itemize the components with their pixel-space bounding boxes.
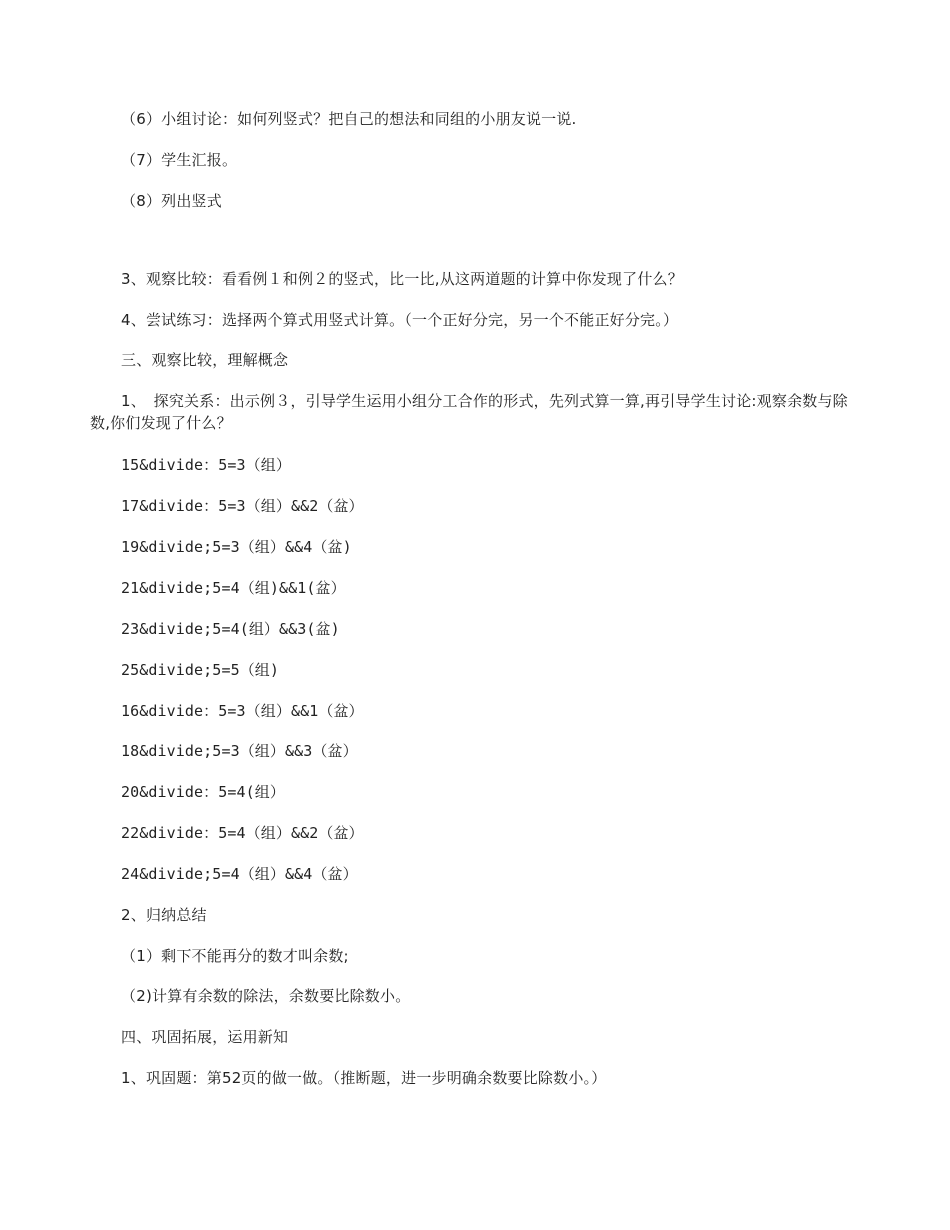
equation-line: 22&divide：5=4（组）&&2（盆）: [121, 824, 364, 842]
equation-line: 20&divide：5=4(组）: [121, 783, 286, 801]
equation-line: 17&divide：5=3（组）&&2（盆）: [121, 497, 364, 515]
paragraph-try-practice: 4、尝试练习：选择两个算式用竖式计算。（一个正好分完，另一个不能正好分完。）: [121, 311, 679, 329]
equation-line: 15&divide：5=3（组）: [121, 456, 291, 474]
paragraph-observe-compare: 3、观察比较：看看例１和例２的竖式，比一比,从这两道题的计算中你发现了什么？: [121, 270, 683, 288]
paragraph-summary-2: （2)计算有余数的除法，余数要比除数小。: [121, 987, 411, 1005]
equation-line: 25&divide;5=5（组): [121, 661, 280, 679]
paragraph-consolidation: 1、巩固题：第52页的做一做。（推断题，进一步明确余数要比除数小。）: [121, 1069, 607, 1087]
paragraph-group-discussion: （6）小组讨论：如何列竖式？把自己的想法和同组的小朋友说一说.: [121, 110, 577, 128]
paragraph-student-report: （7）学生汇报。: [121, 151, 238, 169]
equation-line: 23&divide;5=4(组）&&3(盆): [121, 620, 340, 638]
paragraph-summary-heading: 2、归纳总结: [121, 906, 207, 924]
paragraph-explore-relation: 1、 探究关系：出示例３，引导学生运用小组分工合作的形式，先列式算一算,再引导学生讨论:观察余数与除数,你们发现了什么？: [90, 392, 848, 432]
paragraph-write-vertical: （8）列出竖式: [121, 192, 222, 210]
equation-line: 21&divide;5=4（组)&&1(盆）: [121, 579, 346, 597]
equation-line: 16&divide：5=3（组）&&1（盆）: [121, 702, 364, 720]
section-heading-4: 四、巩固拓展，运用新知: [121, 1028, 289, 1046]
equation-line: 24&divide;5=4（组）&&4（盆）: [121, 865, 358, 883]
paragraph-summary-1: （1）剩下不能再分的数才叫余数;: [121, 947, 349, 965]
equation-line: 19&divide;5=3（组）&&4（盆): [121, 538, 352, 556]
equation-line: 18&divide;5=3（组）&&3（盆）: [121, 742, 358, 760]
section-heading-3: 三、观察比较，理解概念: [121, 351, 289, 369]
